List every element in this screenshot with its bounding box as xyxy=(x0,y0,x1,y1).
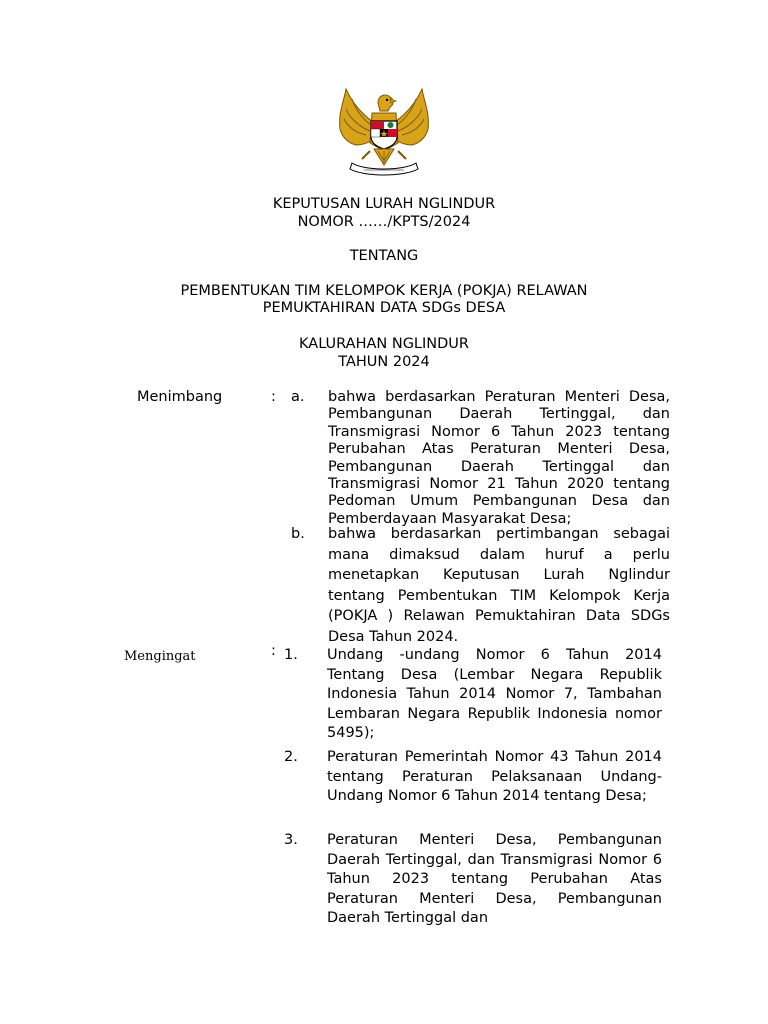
subject-line-2: PEMUKTAHIRAN DATA SDGs DESA xyxy=(262,300,506,316)
mengingat-item-1-text: Undang -undang Nomor 6 Tahun 2014 Tentang Desa (Lembar Negara Republik Indonesia Tahun 2014 Nomor 7, Tambahan Lembaran Negara Republik Indonesia nomor 5495); xyxy=(327,647,662,741)
decree-title: KEPUTUSAN LURAH NGLINDUR xyxy=(272,196,496,212)
menimbang-colon: : xyxy=(271,389,276,405)
menimbang-item-a-text: bahwa berdasarkan Peraturan Menteri Desa, Pembangunan Daerah Tertinggal, dan Transmigrasi Nomor 6 Tahun 2023 tentang Perubahan Atas Peraturan Menteri Desa, Pembangunan Daerah Tertinggal dan Transmigrasi Nomor 21 Tahun 2020 tentang Pedoman Umum Pembangunan Desa dan Pemberdayaan Masyarakat Desa; xyxy=(328,389,670,527)
about-label: TENTANG xyxy=(349,248,419,264)
menimbang-item-b-text: bahwa berdasarkan pertimbangan sebagai mana dimaksud dalam huruf a perlu menetapkan Keputusan Lurah Nglindur tentang Pembentukan TIM Kelompok Kerja (POKJA ) Relawan Pemuktahiran Data SDGs Desa Tahun 2024. xyxy=(328,526,670,645)
mengingat-item-1-marker: 1. xyxy=(284,647,298,663)
subject-line-1: PEMBENTUKAN TIM KELOMPOK KERJA (POKJA) RELAWAN xyxy=(180,283,588,299)
garuda-emblem-icon xyxy=(334,85,434,182)
mengingat-item-3-text: Peraturan Menteri Desa, Pembangunan Daerah Tertinggal, dan Transmigrasi Nomor 6 Tahun 2023 tentang Perubahan Atas Peraturan Menteri Desa, Pembangunan Daerah Tertinggal dan xyxy=(327,832,662,926)
decree-number: NOMOR ……/KPTS/2024 xyxy=(297,214,471,230)
mengingat-item-2-text: Peraturan Pemerintah Nomor 43 Tahun 2014 tentang Peraturan Pelaksanaan Undang-Undang Nomor 6 Tahun 2014 tentang Desa; xyxy=(327,749,662,804)
mengingat-item-2-marker: 2. xyxy=(284,749,298,765)
menimbang-label: Menimbang xyxy=(137,389,223,405)
year-line: TAHUN 2024 xyxy=(338,354,430,370)
mengingat-label: Mengingat xyxy=(124,649,196,664)
menimbang-item-b-marker: b. xyxy=(291,526,305,542)
mengingat-item-3-marker: 3. xyxy=(284,832,298,848)
mengingat-colon: : xyxy=(271,643,276,659)
menimbang-item-a-marker: a. xyxy=(291,389,305,405)
place-line: KALURAHAN NGLINDUR xyxy=(299,336,469,352)
